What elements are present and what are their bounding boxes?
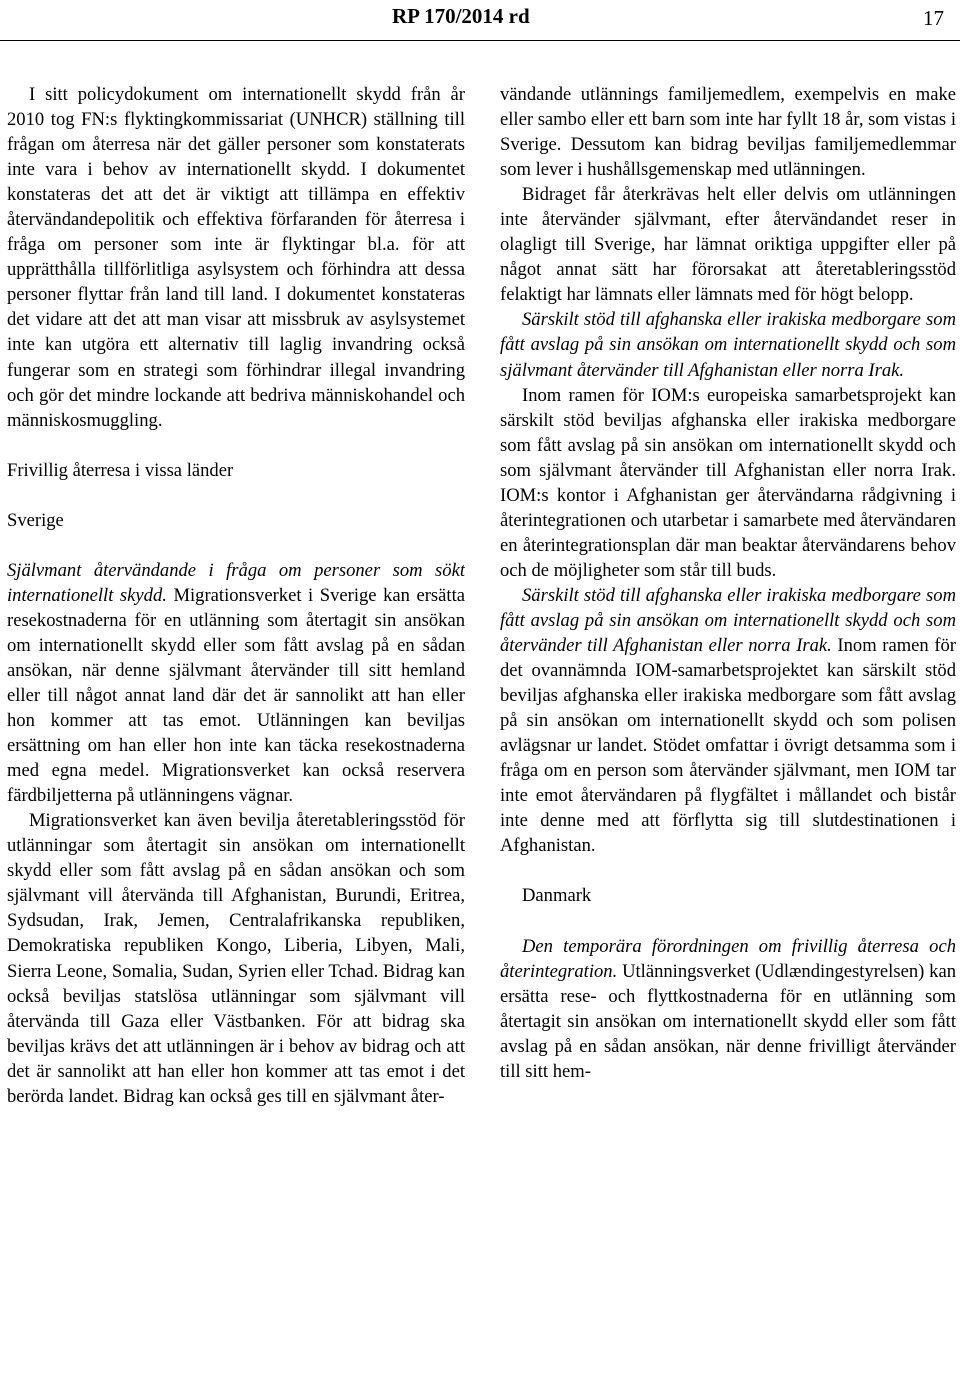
spacer: [7, 533, 465, 558]
page-header: [0, 0, 960, 44]
paragraph-text: Utlänningsverket (Udlændingestyrelsen) kan ersätta rese- och flyttkostnaderna för en utlänning som återtagit sin ansökan om internationellt skydd eller som fått avslag på en sådan ansökan, när denne frivilligt återvänder till sitt hem-: [500, 960, 956, 1082]
paragraph-reestablishment-support: [7, 808, 465, 1109]
spacer: [500, 909, 956, 934]
subsection-heading-denmark: Danmark: [522, 885, 592, 907]
paragraph-special-support-removal: [500, 583, 956, 859]
paragraph-text: Migrationsverket i Sverige kan ersätta resekostnaderna för en utlänning som återtagit sin ansökan om internationellt skydd eller som fått avslag på en sådan ansökan, när denne självmant återvänder till sitt hemland eller till något annat land där det är sannolikt att han eller hon kommer att tas emot. Utlänningen kan beviljas ersättning om han eller hon inte kan täcka resekostnaderna med egna medel. Migrationsverket kan också reservera färdbiljetterna på utlänningens vägnar.: [7, 584, 465, 807]
subsection-heading-sweden: Sverige: [7, 509, 64, 531]
paragraph-unhcr-policy: [7, 82, 465, 433]
spacer: [7, 483, 465, 508]
paragraph-text: Migrationsverket kan även bevilja återetableringsstöd för utlänningar som återtagit sin ansökan om internationellt skydd eller som fått avslag på en sådan ansökan och som självmant vill återvända till Afghanistan, Burundi, Eritrea, Sydsudan, Irak, Jemen, Centralafrikanska republiken, Demokratiska republiken Kongo, Liberia, Libyen, Mali, Sierra Leone, Somalia, Sudan, Syrien eller Tchad. Bidrag kan också beviljas statslösa utlänningar som självmant vill återvända till Gaza eller Västbanken. För att bidrag ska beviljas krävs det att utlänningen är i behov av bidrag och att det är sannolikt att han eller hon kommer att tas emot i det berörda landet. Bidrag kan också ges till en självmant åter-: [7, 810, 465, 1107]
paragraph-text: I sitt policydokument om internationellt skydd från år 2010 tog FN:s flyktingkommissariat (UNHCR) ställning till frågan om återresa när det gäller personer som konstaterats inte vara i behov av internationellt skydd. I dokumentet konstateras det att det är viktigt att tillämpa en effektiv återvändandepolitik och effektiva förfaranden för återresa i fråga om personer som inte är flyktingar bl.a. för att upprätthålla tillförlitliga asylsystem och förhindra att dessa personer flyttar från land till land. I dokumentet konstateras det vidare att det att man visar att missbruk av asylsystemet inte kan utgöra ett alternativ till laglig invandring också fungerar som en strategi som förhindrar illegal invandring och gör det mindre lockande att bedriva människohandel och människosmuggling.: [7, 84, 465, 431]
paragraph-text: Bidraget får återkrävas helt eller delvis om utlänningen inte återvänder självmant, efter återvändandet reser in olagligt till Sverige, har lämnat oriktiga uppgifter eller på något annat sätt har förorsakat att återetableringsstöd felaktigt har lämnats eller lämnats med för högt belopp.: [500, 184, 956, 306]
paragraph-voluntary-return-sweden: [7, 558, 465, 808]
right-column: [500, 82, 956, 1387]
header-rule: [0, 40, 960, 41]
paragraph-lead-italic: Särskilt stöd till afghanska eller irakiska medborgare som fått avslag på sin ansökan om internationellt skydd och som återvänder till Afghanistan eller norra Irak.: [500, 584, 956, 657]
page-number: 17: [923, 6, 944, 30]
paragraph-family-members: [500, 82, 956, 182]
paragraph-text: Inom ramen för IOM:s europeiska samarbetsprojekt kan särskilt stöd beviljas afghanska eller irakiska medborgare som fått avslag på sin ansökan om internationellt skydd och som självmant återvänder till Afghanistan eller norra Irak. IOM:s kontor i Afghanistan ger återvändarna rådgivning i återintegrationen och utarbetar i samarbete med återvändaren en återintegrationsplan där man beaktar återvändarens behov och de möjligheter som står till buds.: [500, 384, 956, 581]
paragraph-text: Inom ramen för det ovannämnda IOM-samarbetsprojektet kan särskilt stöd beviljas afghanska eller irakiska medborgare som fått avslag på sin ansökan om internationellt skydd och som polisen avlägsnar ur landet. Stödet omfattar i övrigt detsamma som i fråga om en person som återvänder självmant, men IOM tar inte emot återvändaren på flygfältet i mållandet och bistår inte denne med att förflytta sig till slutdestinationen i Afghanistan.: [500, 635, 956, 857]
paragraph-special-support-heading: [500, 307, 956, 382]
paragraph-repayment: [500, 182, 956, 307]
spacer: [500, 858, 956, 883]
section-heading-voluntary-return: Frivillig återresa i vissa länder: [7, 459, 234, 481]
paragraph-iom-project: [500, 383, 956, 583]
paragraph-lead-italic: Självmant återvändande i fråga om personer som sökt internationellt skydd.: [7, 559, 465, 606]
paragraph-denmark-ordinance: [500, 934, 956, 1084]
left-column: [7, 82, 465, 1387]
document-id: RP 170/2014 rd: [392, 4, 530, 28]
paragraph-lead-italic: Den temporära förordningen om frivillig återresa och återintegration.: [500, 935, 956, 982]
spacer: [7, 433, 465, 458]
paragraph-lead-italic: Särskilt stöd till afghanska eller irakiska medborgare som fått avslag på sin ansökan om internationellt skydd och som självmant återvänder till Afghanistan eller norra Irak.: [500, 309, 956, 381]
paragraph-text: vändande utlännings familjemedlem, exempelvis en make eller sambo eller ett barn som inte har fyllt 18 år, som vistas i Sverige. Dessutom kan bidrag beviljas familjemedlemmar som lever i hushållsgemenskap med utlänningen.: [500, 84, 956, 181]
